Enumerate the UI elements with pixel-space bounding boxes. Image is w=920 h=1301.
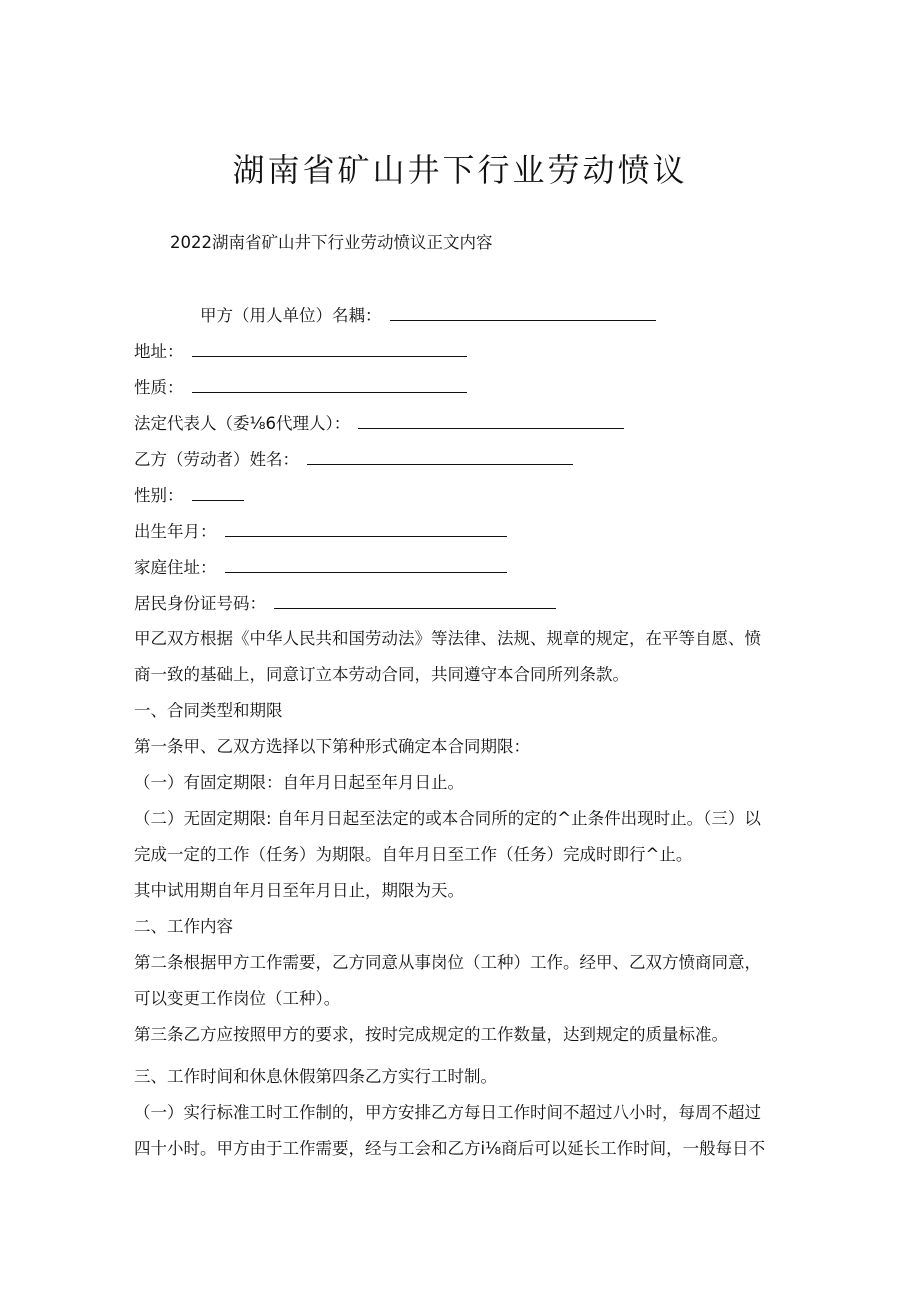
- field-id-number: [134, 591, 556, 616]
- field-birth-date: [134, 519, 507, 544]
- fill-in-blank: [307, 447, 573, 465]
- document-title: 湖南省矿山井下行业劳动愤议: [232, 151, 688, 189]
- fill-in-blank: [192, 339, 467, 357]
- field-label: 乙方（劳动者）姓名：: [134, 450, 299, 469]
- body-paragraph-line: 甲乙双方根据《中华人民共和国劳动法》等法律、法规、规章的规定，在平等自愿、愤: [134, 629, 761, 648]
- field-party-a-name: [200, 303, 656, 328]
- field-label: 性质：: [134, 378, 184, 397]
- body-paragraph-line: （二）无固定期限: 自年月日起至法定的或本合同所的定的^止条件出现时止。（三）以: [134, 809, 761, 828]
- fill-in-blank: [274, 591, 556, 609]
- field-address: [134, 339, 467, 364]
- document-subtitle: 2022湖南省矿山井下行业劳动愤议正文内容: [170, 233, 493, 252]
- body-paragraph-line: 其中试用期自年月日至年月日止，期限为天。: [134, 881, 464, 900]
- fill-in-blank: [390, 303, 656, 321]
- fill-in-blank: [225, 555, 507, 573]
- body-paragraph-line: 商一致的基础上，同意订立本劳动合同，共同遵守本合同所列条款。: [134, 665, 629, 684]
- body-paragraph-line: 四十小时。甲方由于工作需要，经与工会和乙方i⅛商后可以延长工作时间，一般每日不: [134, 1139, 766, 1158]
- field-label: 出生年月：: [134, 522, 217, 541]
- body-paragraph-line: （一）有固定期限：自年月日起至年月日止。: [134, 773, 464, 792]
- field-label: 性别：: [134, 486, 184, 505]
- field-nature: [134, 375, 467, 400]
- fill-in-blank: [225, 519, 507, 537]
- field-party-b-name: [134, 447, 573, 472]
- fill-in-blank: [358, 411, 624, 429]
- field-label: 居民身份证号码：: [134, 594, 266, 613]
- body-paragraph-line: 完成一定的工作（任务）为期限。自年月日至工作（任务）完成时即行^止。: [134, 845, 693, 864]
- body-paragraph-line: 第二条根据甲方工作需要，乙方同意从事岗位（工种）工作。经甲、乙双方愤商同意，: [134, 953, 761, 972]
- body-paragraph-line: （一）实行标准工时工作制的，甲方安排乙方每日工作时间不超过八小时，每周不超过: [134, 1103, 761, 1122]
- fill-in-blank: [192, 375, 467, 393]
- section-heading: 三、工作时间和休息休假第四条乙方实行工时制。: [134, 1067, 497, 1086]
- body-paragraph-line: 第一条甲、乙双方选择以下第种形式确定本合同期限：: [134, 737, 530, 756]
- field-label: 法定代表人（委⅛6代理人）：: [134, 414, 351, 433]
- field-gender: [134, 483, 244, 508]
- body-paragraph-line: 可以变更工作岗位（工种）。: [134, 989, 341, 1008]
- field-label: 地址：: [134, 342, 184, 361]
- field-label: 家庭住址：: [134, 558, 217, 577]
- body-paragraph-line: 第三条乙方应按照甲方的要求，按时完成规定的工作数量，达到规定的质量标准。: [134, 1025, 728, 1044]
- field-label: 甲方（用人单位）名耦：: [200, 306, 382, 325]
- section-heading: 一、合同类型和期限: [134, 701, 283, 720]
- section-heading: 二、工作内容: [134, 917, 233, 936]
- fill-in-blank: [192, 483, 244, 501]
- field-legal-representative: [134, 411, 624, 436]
- field-home-address: [134, 555, 507, 580]
